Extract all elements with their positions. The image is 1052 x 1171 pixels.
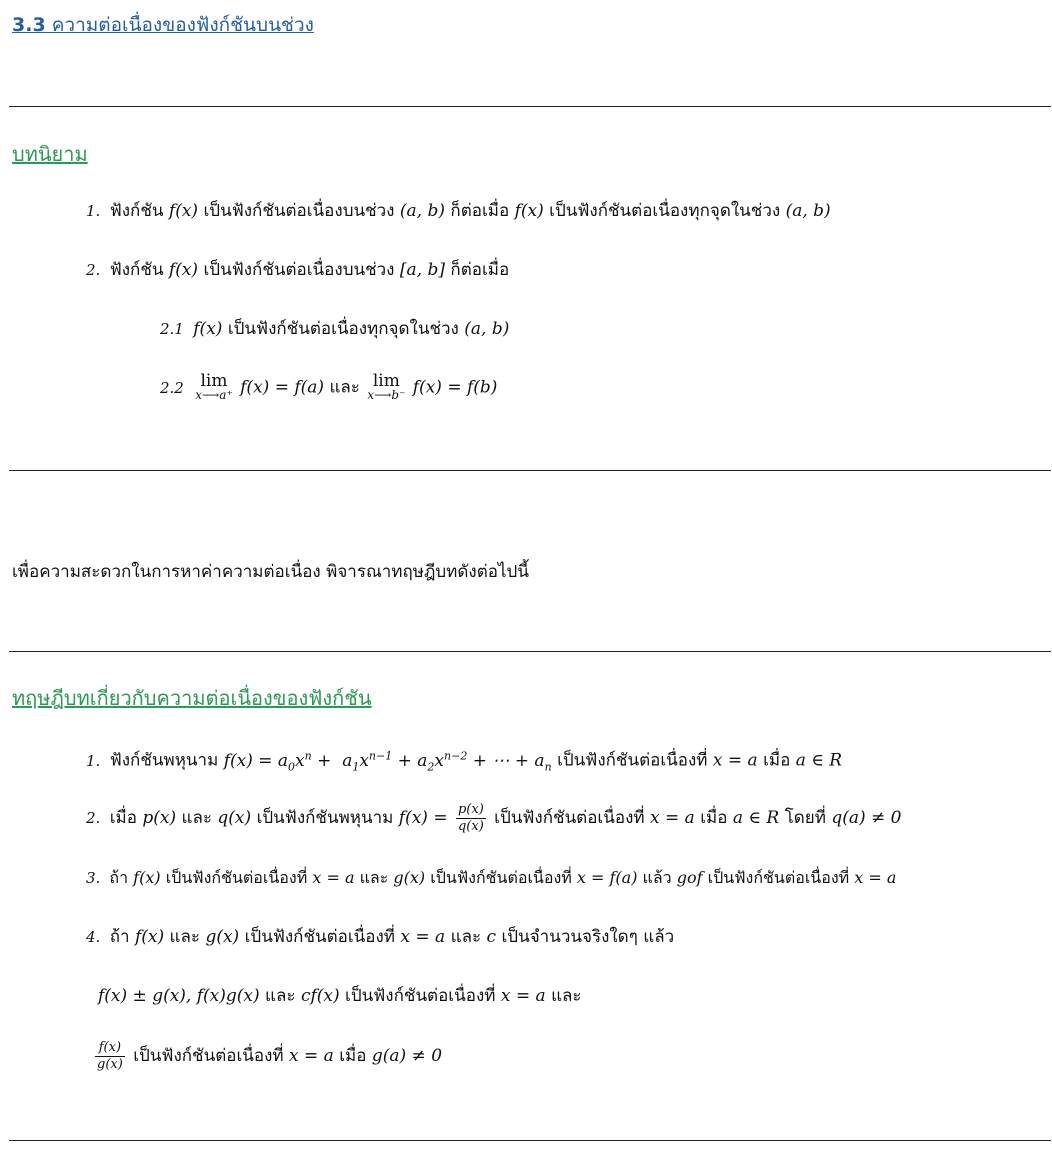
math: f(x) [514, 201, 544, 221]
definition-item-2-2 [160, 371, 498, 402]
math: x = a [712, 750, 758, 771]
text: และ [329, 377, 360, 398]
math: p(x) [142, 808, 177, 828]
theorem-3 [86, 866, 896, 890]
math: f(x) ± g(x), [98, 986, 192, 1006]
lim-label: lim [200, 371, 228, 391]
section-title-text: ความต่อเนื่องของฟังก์ชันบนช่วง [51, 14, 314, 36]
math: cf(x) [300, 986, 340, 1006]
definition-item-2-1 [160, 317, 509, 341]
text: และ [359, 868, 389, 887]
item-number: 4. [86, 928, 101, 946]
math: (a, b) [399, 201, 445, 221]
text: เป็นจำนวนจริงใดๆ แล้ว [501, 927, 675, 947]
math: gof [676, 868, 703, 887]
math: a ∈ R [795, 750, 843, 771]
text: เป็นฟังก์ชันต่อเนื่องที่ [430, 868, 572, 887]
math: f(x) = [398, 808, 448, 828]
definition-item-2 [86, 258, 509, 282]
math: g(a) ≠ 0 [371, 1046, 443, 1066]
text: และ [169, 927, 201, 947]
math: q(x) [217, 808, 252, 828]
math: x = a [650, 808, 695, 828]
math: x = a [400, 927, 446, 947]
text: เมื่อ [700, 808, 728, 828]
text: เป็นฟังก์ชันต่อเนื่องที่ [345, 986, 496, 1006]
theorem-1 [86, 744, 842, 779]
math: f(x) = f(a) [240, 377, 325, 398]
text: เป็นฟังก์ชันต่อเนื่องที่ [244, 927, 396, 947]
math: c [486, 927, 497, 947]
math: x = a [500, 986, 546, 1006]
math: f(x) [133, 868, 161, 887]
item-number: 2.1 [160, 320, 184, 338]
math: f(x) [168, 201, 199, 221]
fraction [456, 802, 486, 835]
text: เมื่อ [763, 750, 791, 771]
section-number: 3.3 [12, 14, 46, 36]
polynomial-formula: $f(x) = a_0x^n + a_1x^{n-1} + a_2x^{n-2}$ + ⋯ + $a_n$ [223, 749, 552, 774]
text: เป็นฟังก์ชันต่อเนื่องทุกจุดในช่วง [227, 319, 459, 339]
lim-subscript: x⟶a⁺ [195, 388, 233, 402]
math: g(x) [393, 868, 426, 887]
definition-heading: บทนิยาม [12, 142, 88, 166]
text: ฟังก์ชันพหุนาม [109, 750, 219, 771]
denominator: g(x) [97, 1057, 123, 1072]
intro-text: เพื่อความสะดวกในการหาค่าความต่อเนื่อง พิจารณาทฤษฎีบทดังต่อไปนี้ [12, 562, 529, 582]
math: x = a [289, 1046, 334, 1066]
math: [a, b] [399, 260, 445, 280]
theorem-4-a [98, 984, 582, 1008]
item-number: 2. [86, 809, 101, 827]
text: และ [450, 927, 482, 947]
text: เป็นฟังก์ชันต่อเนื่องที่ [494, 808, 645, 828]
text: และ [265, 986, 296, 1006]
divider [9, 651, 1051, 652]
text: เป็นฟังก์ชันต่อเนื่องทุกจุดในช่วง [549, 201, 781, 221]
item-number: 1. [86, 751, 101, 770]
theorem-4 [86, 925, 674, 949]
theorem-4-b [92, 1040, 442, 1073]
text: แล้ว [642, 868, 672, 887]
math: f(x)g(x) [196, 986, 260, 1006]
math: f(x) [134, 927, 165, 947]
math: f(x) [168, 260, 199, 280]
limit-right [367, 371, 406, 402]
item-number: 2. [86, 261, 101, 279]
lim-label: lim [372, 371, 400, 391]
text: เป็นฟังก์ชันต่อเนื่องที่ [165, 868, 308, 887]
numerator: p(x) [457, 802, 484, 817]
text: เป็นฟังก์ชันพหุนาม [256, 808, 394, 828]
text: เมื่อ [339, 1046, 367, 1066]
text: เป็นฟังก์ชันต่อเนื่องที่ [707, 868, 850, 887]
numerator: f(x) [95, 1040, 125, 1057]
section-title [12, 10, 314, 40]
limit-left [195, 371, 233, 402]
text: โดยที่ [784, 808, 826, 828]
divider [9, 470, 1051, 471]
text: เป็นฟังก์ชันต่อเนื่องบนช่วง [203, 201, 395, 221]
divider [9, 1140, 1051, 1141]
text: ฟังก์ชัน [109, 260, 164, 280]
math: a ∈ R [732, 808, 780, 828]
lim-subscript: x⟶b⁻ [367, 388, 406, 402]
math: (a, b) [464, 319, 510, 339]
math: q(a) ≠ 0 [831, 808, 902, 828]
text: ก็ต่อเมื่อ [450, 260, 510, 280]
math: f(x) [193, 319, 223, 339]
item-number: 3. [86, 869, 101, 887]
text: เป็นฟังก์ชันต่อเนื่องบนช่วง [203, 260, 395, 280]
text: ถ้า [109, 868, 129, 887]
math: x = a [854, 868, 897, 887]
denominator: q(x) [457, 819, 484, 834]
math: x = a [312, 868, 355, 887]
text: ถ้า [109, 927, 130, 947]
text: และ [551, 986, 582, 1006]
math: f(x) = f(b) [412, 377, 498, 398]
divider [9, 106, 1051, 107]
text: และ [181, 808, 213, 828]
text: ฟังก์ชัน [109, 201, 164, 221]
text: เป็นฟังก์ชันต่อเนื่องที่ [133, 1046, 284, 1066]
item-number: 1. [86, 202, 101, 220]
theorem-2 [86, 802, 901, 835]
text: ก็ต่อเมื่อ [450, 201, 510, 221]
definition-item-1 [86, 199, 831, 223]
fraction [95, 1040, 125, 1073]
text: เป็นฟังก์ชันต่อเนื่องที่ [557, 750, 708, 771]
item-number: 2.2 [160, 379, 184, 397]
math: x = f(a) [576, 868, 638, 887]
theorem-heading: ทฤษฎีบทเกี่ยวกับความต่อเนื่องของฟังก์ชัน [12, 686, 372, 710]
text: เมื่อ [109, 808, 137, 828]
math: (a, b) [785, 201, 831, 221]
math: g(x) [205, 927, 240, 947]
